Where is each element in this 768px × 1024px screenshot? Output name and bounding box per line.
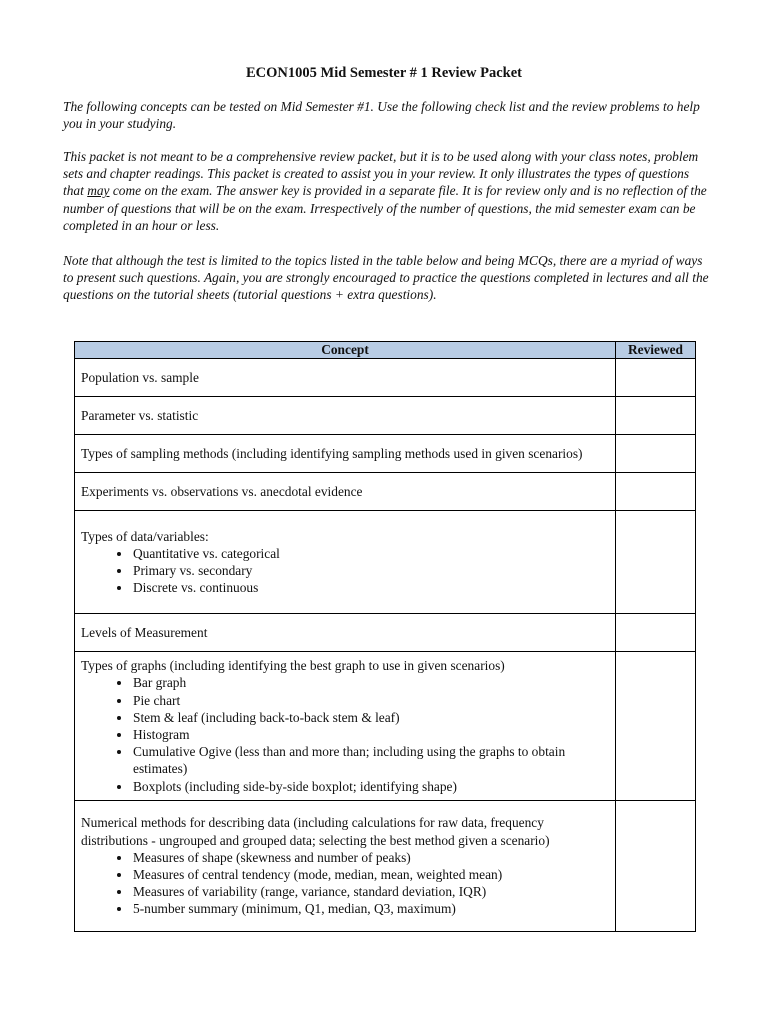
reviewed-checkbox-cell[interactable] — [616, 614, 696, 652]
reviewed-column-header: Reviewed — [616, 342, 696, 359]
bullet-item: • Cumulative Ogive (less than and more than; including using the graphs to obtain estimates) — [132, 743, 609, 777]
packet-note-underlined-word: may — [87, 183, 110, 199]
table-header-row — [75, 342, 696, 359]
concept-bullet-list — [81, 545, 609, 597]
concept-cell — [75, 652, 616, 801]
bullet-item: • Stem & leaf (including back-to-back stem & leaf) — [132, 709, 609, 726]
reviewed-checkbox-cell[interactable] — [616, 652, 696, 801]
table-row — [75, 652, 696, 801]
table-row — [75, 397, 696, 435]
table-row — [75, 511, 696, 614]
concept-cell: Types of sampling methods (including identifying sampling methods used in given scenarios) — [75, 435, 616, 473]
bullet-item: • Boxplots (including side-by-side boxplot; identifying shape) — [132, 778, 609, 795]
packet-note-text-before: This packet is not meant to be a comprehensive review packet, but it is to be used along with your class notes, problem sets and chapter readings. This packet is created to assist you in your review. It only illustrates the types of questions that — [63, 149, 699, 199]
reviewed-checkbox-cell[interactable] — [616, 473, 696, 511]
bullet-item: • Histogram — [132, 726, 609, 743]
bullet-item: • Primary vs. secondary — [132, 562, 609, 579]
concept-lead-text: Types of graphs (including identifying the best graph to use in given scenarios) — [81, 658, 505, 674]
packet-note-text-after: come on the exam. The answer key is provided in a separate file. It is for review only and is no reflection of the number of questions that will be on the exam. Irrespectively of the number of questions, the mid semester exam can be completed in an hour or less. — [63, 183, 707, 233]
bullet-item: • Measures of shape (skewness and number of peaks) — [132, 849, 609, 866]
topic-note-paragraph: Note that although the test is limited to the topics listed in the table below and being MCQs, there are a myriad of ways to present such questions. Again, you are strongly encouraged to practice the questions completed in lectures and all the questions on the tutorial sheets (tutorial questions + extra questions). — [63, 253, 709, 303]
concept-column-header: Concept — [75, 342, 616, 359]
concept-cell: Population vs. sample — [75, 359, 616, 397]
reviewed-checkbox-cell[interactable] — [616, 801, 696, 932]
concept-lead-text: Types of data/variables: — [81, 528, 209, 544]
document-title: ECON1005 Mid Semester # 1 Review Packet — [246, 65, 522, 81]
intro-paragraph: The following concepts can be tested on Mid Semester #1. Use the following check list and the review problems to help you in your studying. — [63, 99, 700, 132]
concept-lead-text: Numerical methods for describing data (including calculations for raw data, frequency distributions - ungrouped and grouped data; selecting the best method given a scenario) — [81, 815, 550, 848]
concept-cell: Experiments vs. observations vs. anecdotal evidence — [75, 473, 616, 511]
concept-bullet-list — [81, 849, 609, 918]
bullet-item: • Pie chart — [132, 692, 609, 709]
concept-cell — [75, 801, 616, 932]
reviewed-checkbox-cell[interactable] — [616, 511, 696, 614]
bullet-item: • 5-number summary (minimum, Q1, median, Q3, maximum) — [132, 900, 609, 917]
concept-cell: Parameter vs. statistic — [75, 397, 616, 435]
table-row — [75, 801, 696, 932]
packet-note-paragraph — [63, 148, 713, 234]
bullet-item: • Discrete vs. continuous — [132, 579, 609, 596]
reviewed-checkbox-cell[interactable] — [616, 359, 696, 397]
table-row — [75, 359, 696, 397]
concept-checklist-table — [74, 341, 696, 932]
concept-cell — [75, 511, 616, 614]
bullet-item: • Bar graph — [132, 674, 609, 691]
bullet-item: • Measures of variability (range, variance, standard deviation, IQR) — [132, 883, 609, 900]
bullet-item: • Quantitative vs. categorical — [132, 545, 609, 562]
reviewed-checkbox-cell[interactable] — [616, 435, 696, 473]
concept-cell: Levels of Measurement — [75, 614, 616, 652]
table-row — [75, 435, 696, 473]
bullet-item: • Measures of central tendency (mode, median, mean, weighted mean) — [132, 866, 609, 883]
table-row — [75, 473, 696, 511]
concept-bullet-list — [81, 674, 609, 794]
reviewed-checkbox-cell[interactable] — [616, 397, 696, 435]
table-row — [75, 614, 696, 652]
